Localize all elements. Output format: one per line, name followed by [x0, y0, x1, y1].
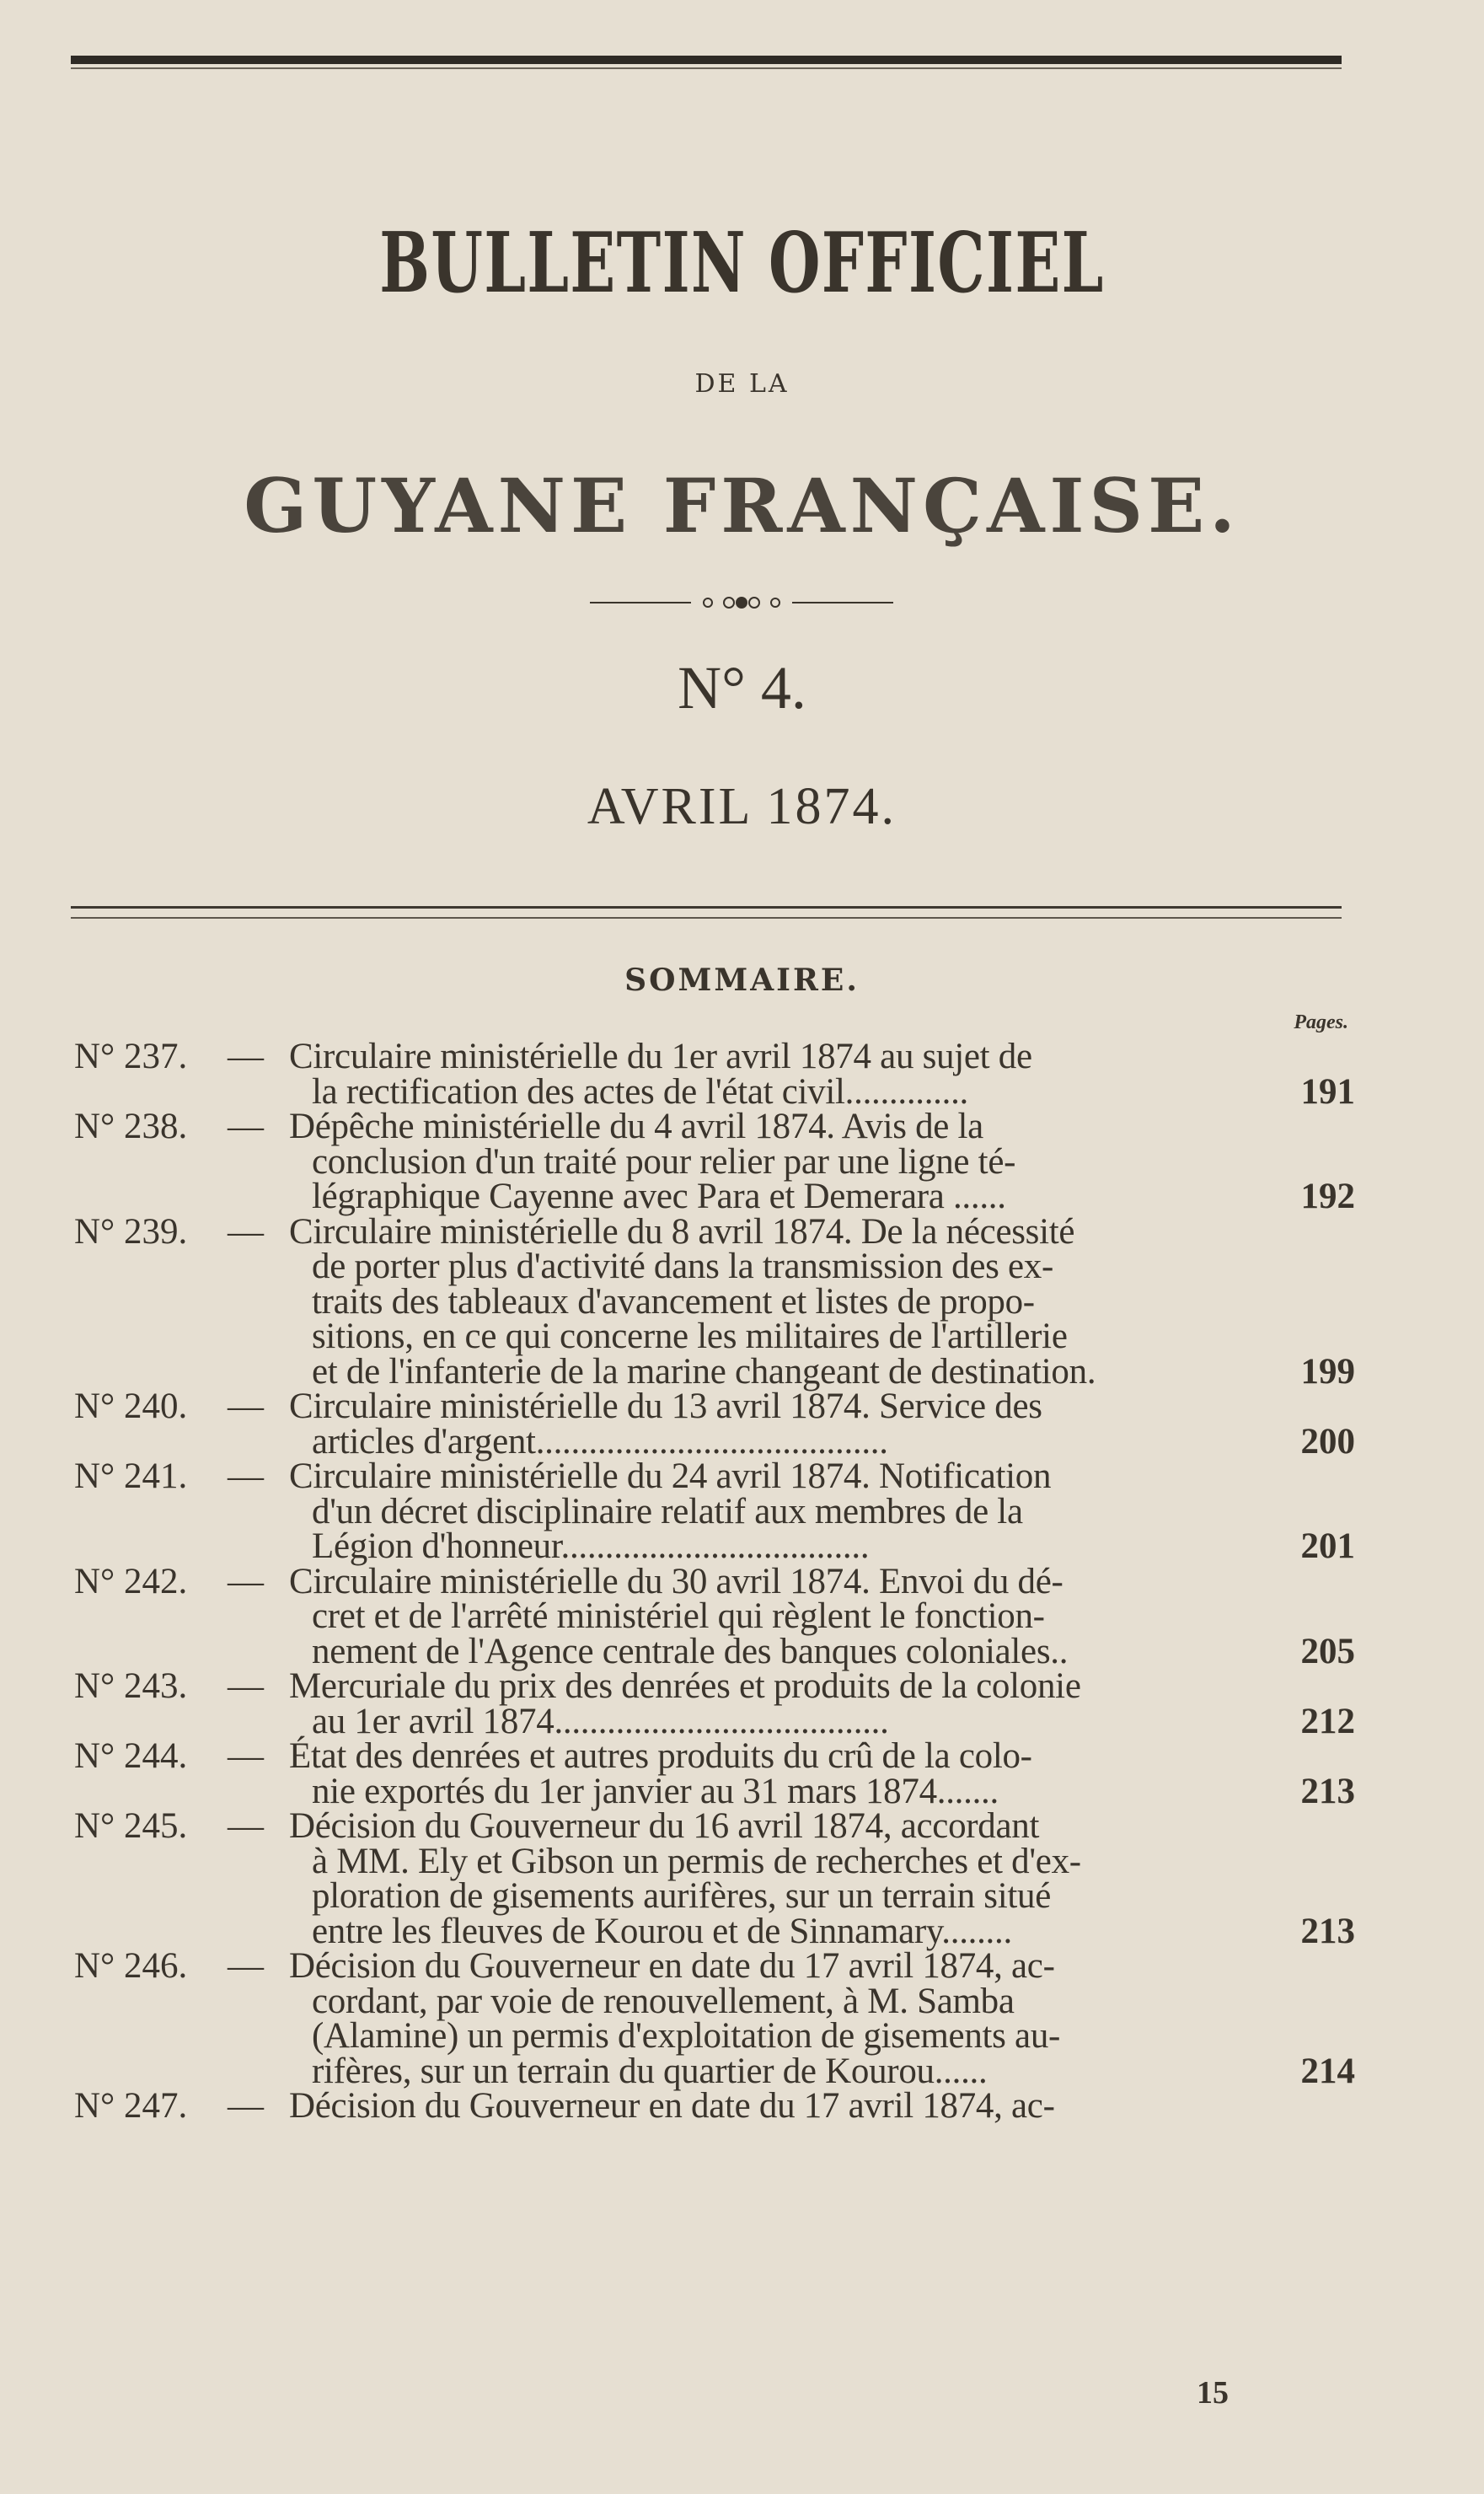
entry-text-line: légraphique Cayenne avec Para et Demerara ...... [312, 1177, 1006, 1216]
entry-page-number: 199 [1300, 1351, 1355, 1392]
sommaire-entry [74, 1946, 1355, 2091]
entry-text-line: Mercuriale du prix des denrées et produits de la colonie [289, 1666, 1081, 1706]
entry-page-number: 200 [1300, 1421, 1355, 1462]
entry-text-line: traits des tableaux d'avancement et listes de propo- [312, 1281, 1035, 1322]
title-connector: DE LA [694, 369, 790, 399]
colony-title: GUYANE FRANÇAISE. [244, 462, 1240, 550]
entry-number: N° 244. [74, 1736, 188, 1776]
entry-text-line: la rectification des actes de l'état civil.............. [312, 1071, 968, 1112]
entry-number: N° 243. [74, 1666, 188, 1706]
page-folio: 15 [1197, 2375, 1229, 2411]
sommaire-entry [74, 1736, 1355, 1811]
sommaire-entry [74, 1561, 1355, 1671]
bulletin-title: BULLETIN OFFICIEL [379, 215, 1105, 312]
entry-page-number: 192 [1300, 1177, 1355, 1216]
entry-number: N° 237. [74, 1037, 188, 1076]
entry-text-line: Circulaire ministérielle du 8 avril 1874. De la nécessité [289, 1211, 1075, 1252]
ornament-divider [590, 594, 893, 611]
entry-text-line: ploration de gisements aurifères, sur un terrain situé [312, 1876, 1051, 1916]
sommaire-entry [74, 1386, 1355, 1462]
entry-text-line: Circulaire ministérielle du 30 avril 1874. Envoi du dé- [289, 1561, 1063, 1601]
entry-number: N° 246. [74, 1946, 188, 1986]
top-rule-thin [71, 67, 1342, 69]
entry-text-line: de porter plus d'activité dans la transmission des ex- [312, 1247, 1053, 1286]
entry-text-line: (Alamine) un permis d'exploitation de gisements au- [312, 2016, 1061, 2056]
entry-dash: — [228, 2086, 264, 2126]
entry-text-line: cret et de l'arrêté ministériel qui règlent le fonction- [312, 1596, 1045, 1636]
entry-dash: — [228, 1561, 264, 1601]
entry-number: N° 241. [74, 1456, 188, 1496]
issue-date: AVRIL 1874. [587, 778, 897, 835]
pages-column-label: Pages. [1294, 1011, 1348, 1033]
entry-page-number: 205 [1300, 1631, 1355, 1671]
sommaire-entry [74, 1037, 1355, 1112]
top-rule [71, 56, 1342, 64]
entry-text-line: à MM. Ely et Gibson un permis de recherches et d'ex- [312, 1841, 1081, 1881]
entry-text-line: nement de l'Agence centrale des banques coloniales.. [312, 1631, 1069, 1671]
entry-text-line: d'un décret disciplinaire relatif aux membres de la [312, 1491, 1023, 1531]
entry-page-number: 214 [1300, 2051, 1355, 2091]
entry-text-line: Circulaire ministérielle du 24 avril 1874. Notification [289, 1456, 1052, 1496]
entry-dash: — [228, 1736, 264, 1776]
entry-dash: — [228, 1946, 264, 1986]
entry-dash: — [228, 1806, 264, 1846]
sommaire-entry [74, 1456, 1355, 1566]
entry-dash: — [228, 1666, 264, 1706]
entry-text-line: Circulaire ministérielle du 13 avril 1874. Service des [289, 1386, 1042, 1426]
entry-dash: — [228, 1386, 264, 1426]
sommaire-entry [74, 2086, 1355, 2126]
entry-text-line: cordant, par voie de renouvellement, à M. Samba [312, 1981, 1015, 2021]
entry-text-line: Décision du Gouverneur en date du 17 avril 1874, ac- [289, 1946, 1055, 1986]
sommaire-entry [74, 1109, 1355, 1215]
sommaire-entry [74, 1666, 1355, 1741]
section-rule [71, 906, 1342, 909]
entry-text-line: au 1er avril 1874...................................... [312, 1701, 889, 1741]
entry-dash: — [228, 1107, 264, 1146]
entry-number: N° 242. [74, 1561, 188, 1601]
entry-number: N° 240. [74, 1386, 188, 1426]
entry-page-number: 191 [1300, 1071, 1355, 1112]
section-rule-thin [71, 917, 1342, 919]
entry-dash: — [228, 1037, 264, 1076]
entry-text-line: rifères, sur un terrain du quartier de Kourou...... [312, 2051, 988, 2091]
entry-number: N° 238. [74, 1107, 188, 1146]
entry-text-line: État des denrées et autres produits du crû de la colo- [289, 1736, 1032, 1776]
sommaire-entry [74, 1211, 1355, 1392]
entry-text-line: entre les fleuves de Kourou et de Sinnamary........ [312, 1911, 1012, 1951]
entry-dash: — [228, 1211, 264, 1252]
entry-text-line: Décision du Gouverneur du 16 avril 1874, accordant [289, 1806, 1040, 1846]
entry-number: N° 245. [74, 1806, 188, 1846]
entry-page-number: 201 [1300, 1526, 1355, 1566]
entry-text-line: articles d'argent........................................ [312, 1421, 888, 1462]
entry-page-number: 213 [1300, 1771, 1355, 1811]
entry-number: N° 239. [74, 1211, 188, 1252]
entry-text-line: et de l'infanterie de la marine changeant de destination. [312, 1351, 1096, 1392]
entry-text-line: Légion d'honneur................................... [312, 1526, 870, 1566]
entry-text-line: Décision du Gouverneur en date du 17 avril 1874, ac- [289, 2086, 1055, 2126]
entry-text-line: Dépêche ministérielle du 4 avril 1874. Avis de la [289, 1107, 983, 1146]
sommaire-heading: SOMMAIRE. [624, 963, 860, 998]
entry-text-line: sitions, en ce qui concerne les militaires de l'artillerie [312, 1317, 1068, 1356]
entry-number: N° 247. [74, 2086, 188, 2126]
issue-number: N° 4. [678, 654, 806, 721]
entry-text-line: Circulaire ministérielle du 1er avril 1874 au sujet de [289, 1037, 1032, 1076]
entry-page-number: 213 [1300, 1911, 1355, 1951]
entry-text-line: conclusion d'un traité pour relier par une ligne té- [312, 1141, 1016, 1182]
entry-page-number: 212 [1300, 1701, 1355, 1741]
entry-dash: — [228, 1456, 264, 1496]
entry-text-line: nie exportés du 1er janvier au 31 mars 1874....... [312, 1771, 999, 1811]
sommaire-entry [74, 1806, 1355, 1951]
